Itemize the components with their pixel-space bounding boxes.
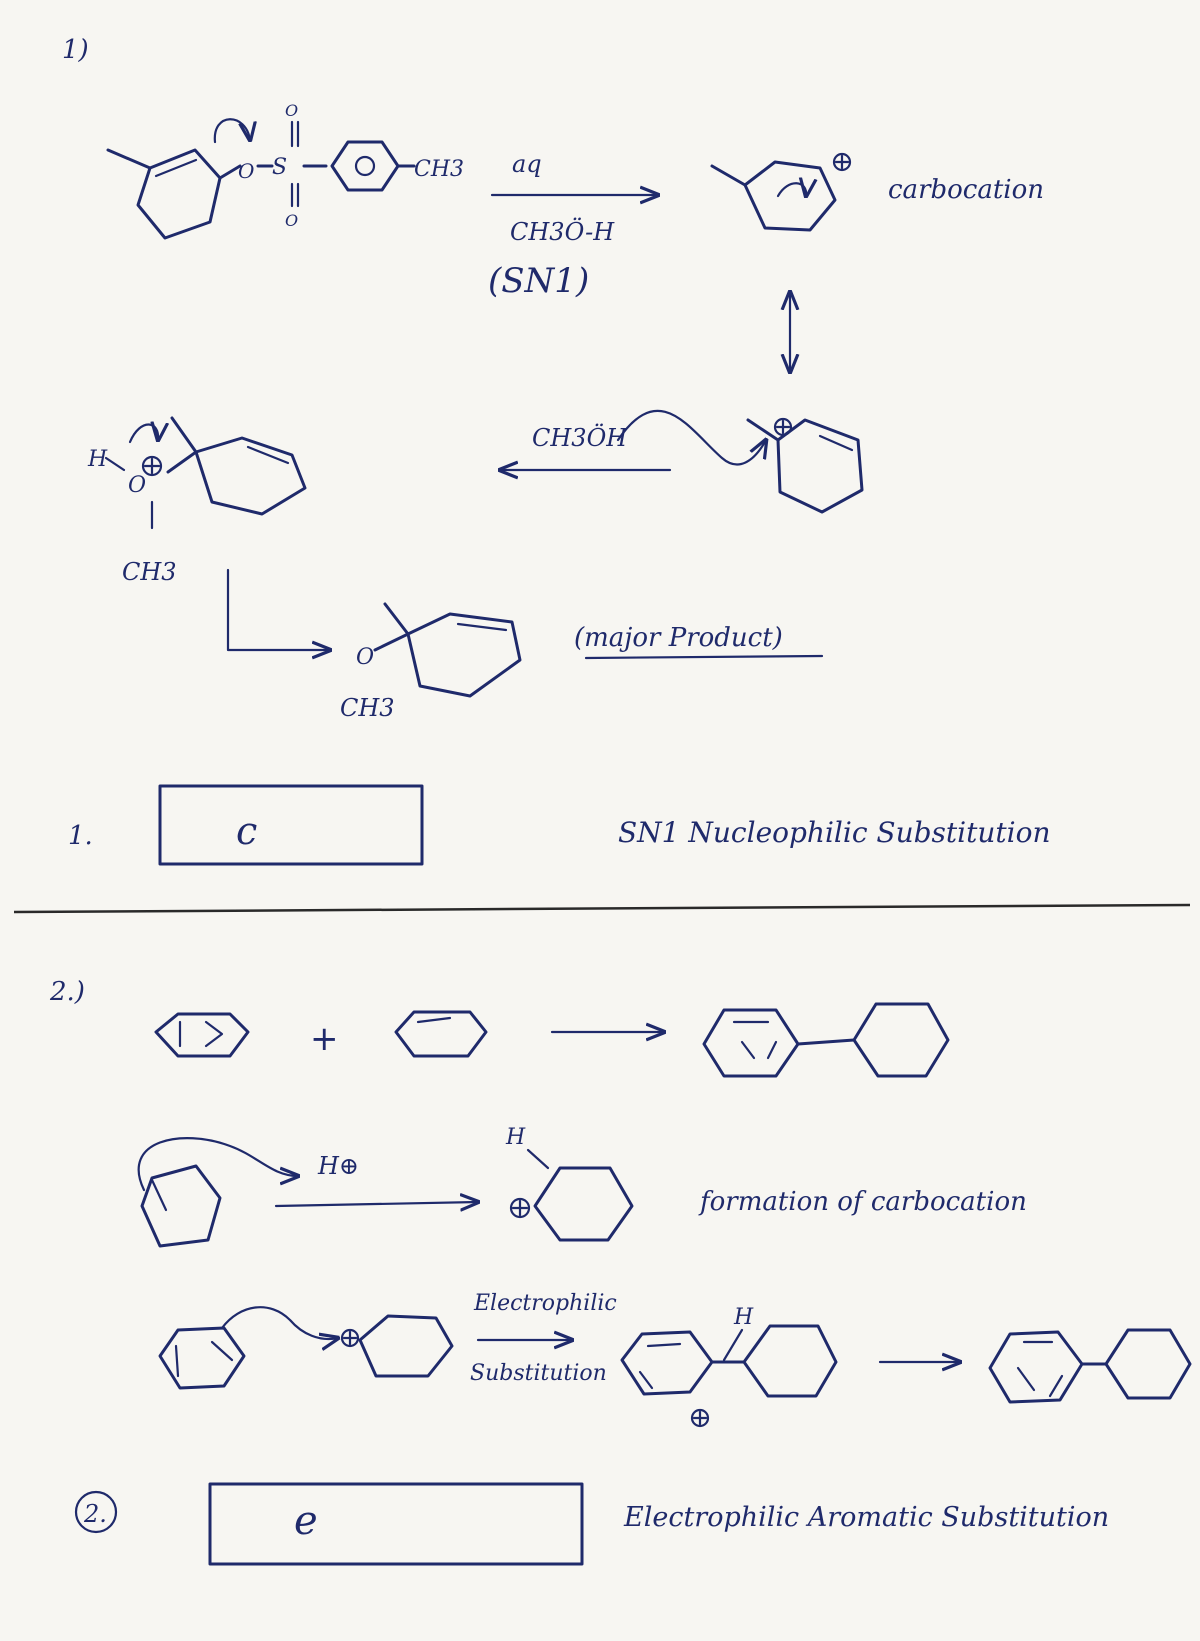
- answer-1-prefix: 1.: [68, 821, 93, 851]
- answer-2-row: [76, 1484, 1109, 1564]
- svg-text:H: H: [88, 447, 108, 472]
- sn1-mechanism-label: (SN1): [488, 261, 590, 301]
- oxonium-intermediate: [87, 418, 305, 586]
- svg-text:S: S: [272, 155, 288, 180]
- question-1-number: 1): [62, 35, 89, 65]
- eas-label-top: Electrophilic: [474, 1291, 617, 1316]
- answer-1-mechanism: SN1 Nucleophilic Substitution: [618, 816, 1051, 849]
- answer-1-value: c: [236, 809, 258, 853]
- answer-1-row: [68, 786, 1051, 864]
- q2-overall-reaction: [156, 1004, 948, 1076]
- carbocation-intermediate: [712, 154, 1044, 230]
- tosylate-methyl-label: CH3: [414, 157, 465, 182]
- answer-2-box: [210, 1484, 582, 1564]
- eas-label-bottom: Substitution: [470, 1361, 607, 1386]
- plus-sign: +: [310, 1019, 339, 1059]
- methanol-nucleophile-label: CH3ÖH: [532, 424, 628, 452]
- svg-text:O: O: [356, 645, 375, 670]
- svg-text:H: H: [734, 1305, 754, 1330]
- product-arrow: [228, 570, 330, 650]
- svg-text:H: H: [506, 1125, 526, 1150]
- section-divider: [14, 905, 1190, 912]
- curved-arrow-icon: [215, 119, 250, 142]
- acid-catalyst-label: H⊕: [318, 1152, 360, 1180]
- methanol-reagent-label: CH3Ö-H: [510, 218, 615, 246]
- q2-protonation-step: [139, 1125, 1027, 1246]
- q2-eas-step: [160, 1291, 1190, 1426]
- svg-text:O: O: [285, 101, 299, 120]
- carbocation-label: carbocation: [888, 175, 1045, 205]
- major-product-label: (major Product): [574, 623, 783, 653]
- carbocation-resonance-form: [748, 419, 862, 512]
- major-product: [340, 604, 822, 722]
- answer-2-prefix: 2.: [84, 1500, 107, 1528]
- tosylate-reactant: [108, 101, 464, 238]
- carbocation-formation-label: formation of carbocation: [700, 1187, 1027, 1217]
- nucleophile-attack: [500, 411, 766, 470]
- sn1-reaction-arrow: [488, 150, 658, 301]
- answer-2-mechanism: Electrophilic Aromatic Substitution: [624, 1502, 1110, 1533]
- svg-text:CH3: CH3: [122, 558, 177, 586]
- svg-text:O: O: [128, 473, 147, 498]
- solvent-aq-label: aq: [512, 150, 542, 178]
- svg-text:O: O: [285, 211, 299, 230]
- question-2-number: 2.): [50, 977, 85, 1007]
- answer-2-value: e: [294, 1498, 318, 1544]
- svg-text:O: O: [238, 159, 255, 183]
- svg-text:CH3: CH3: [340, 694, 395, 722]
- answer-1-box: [160, 786, 422, 864]
